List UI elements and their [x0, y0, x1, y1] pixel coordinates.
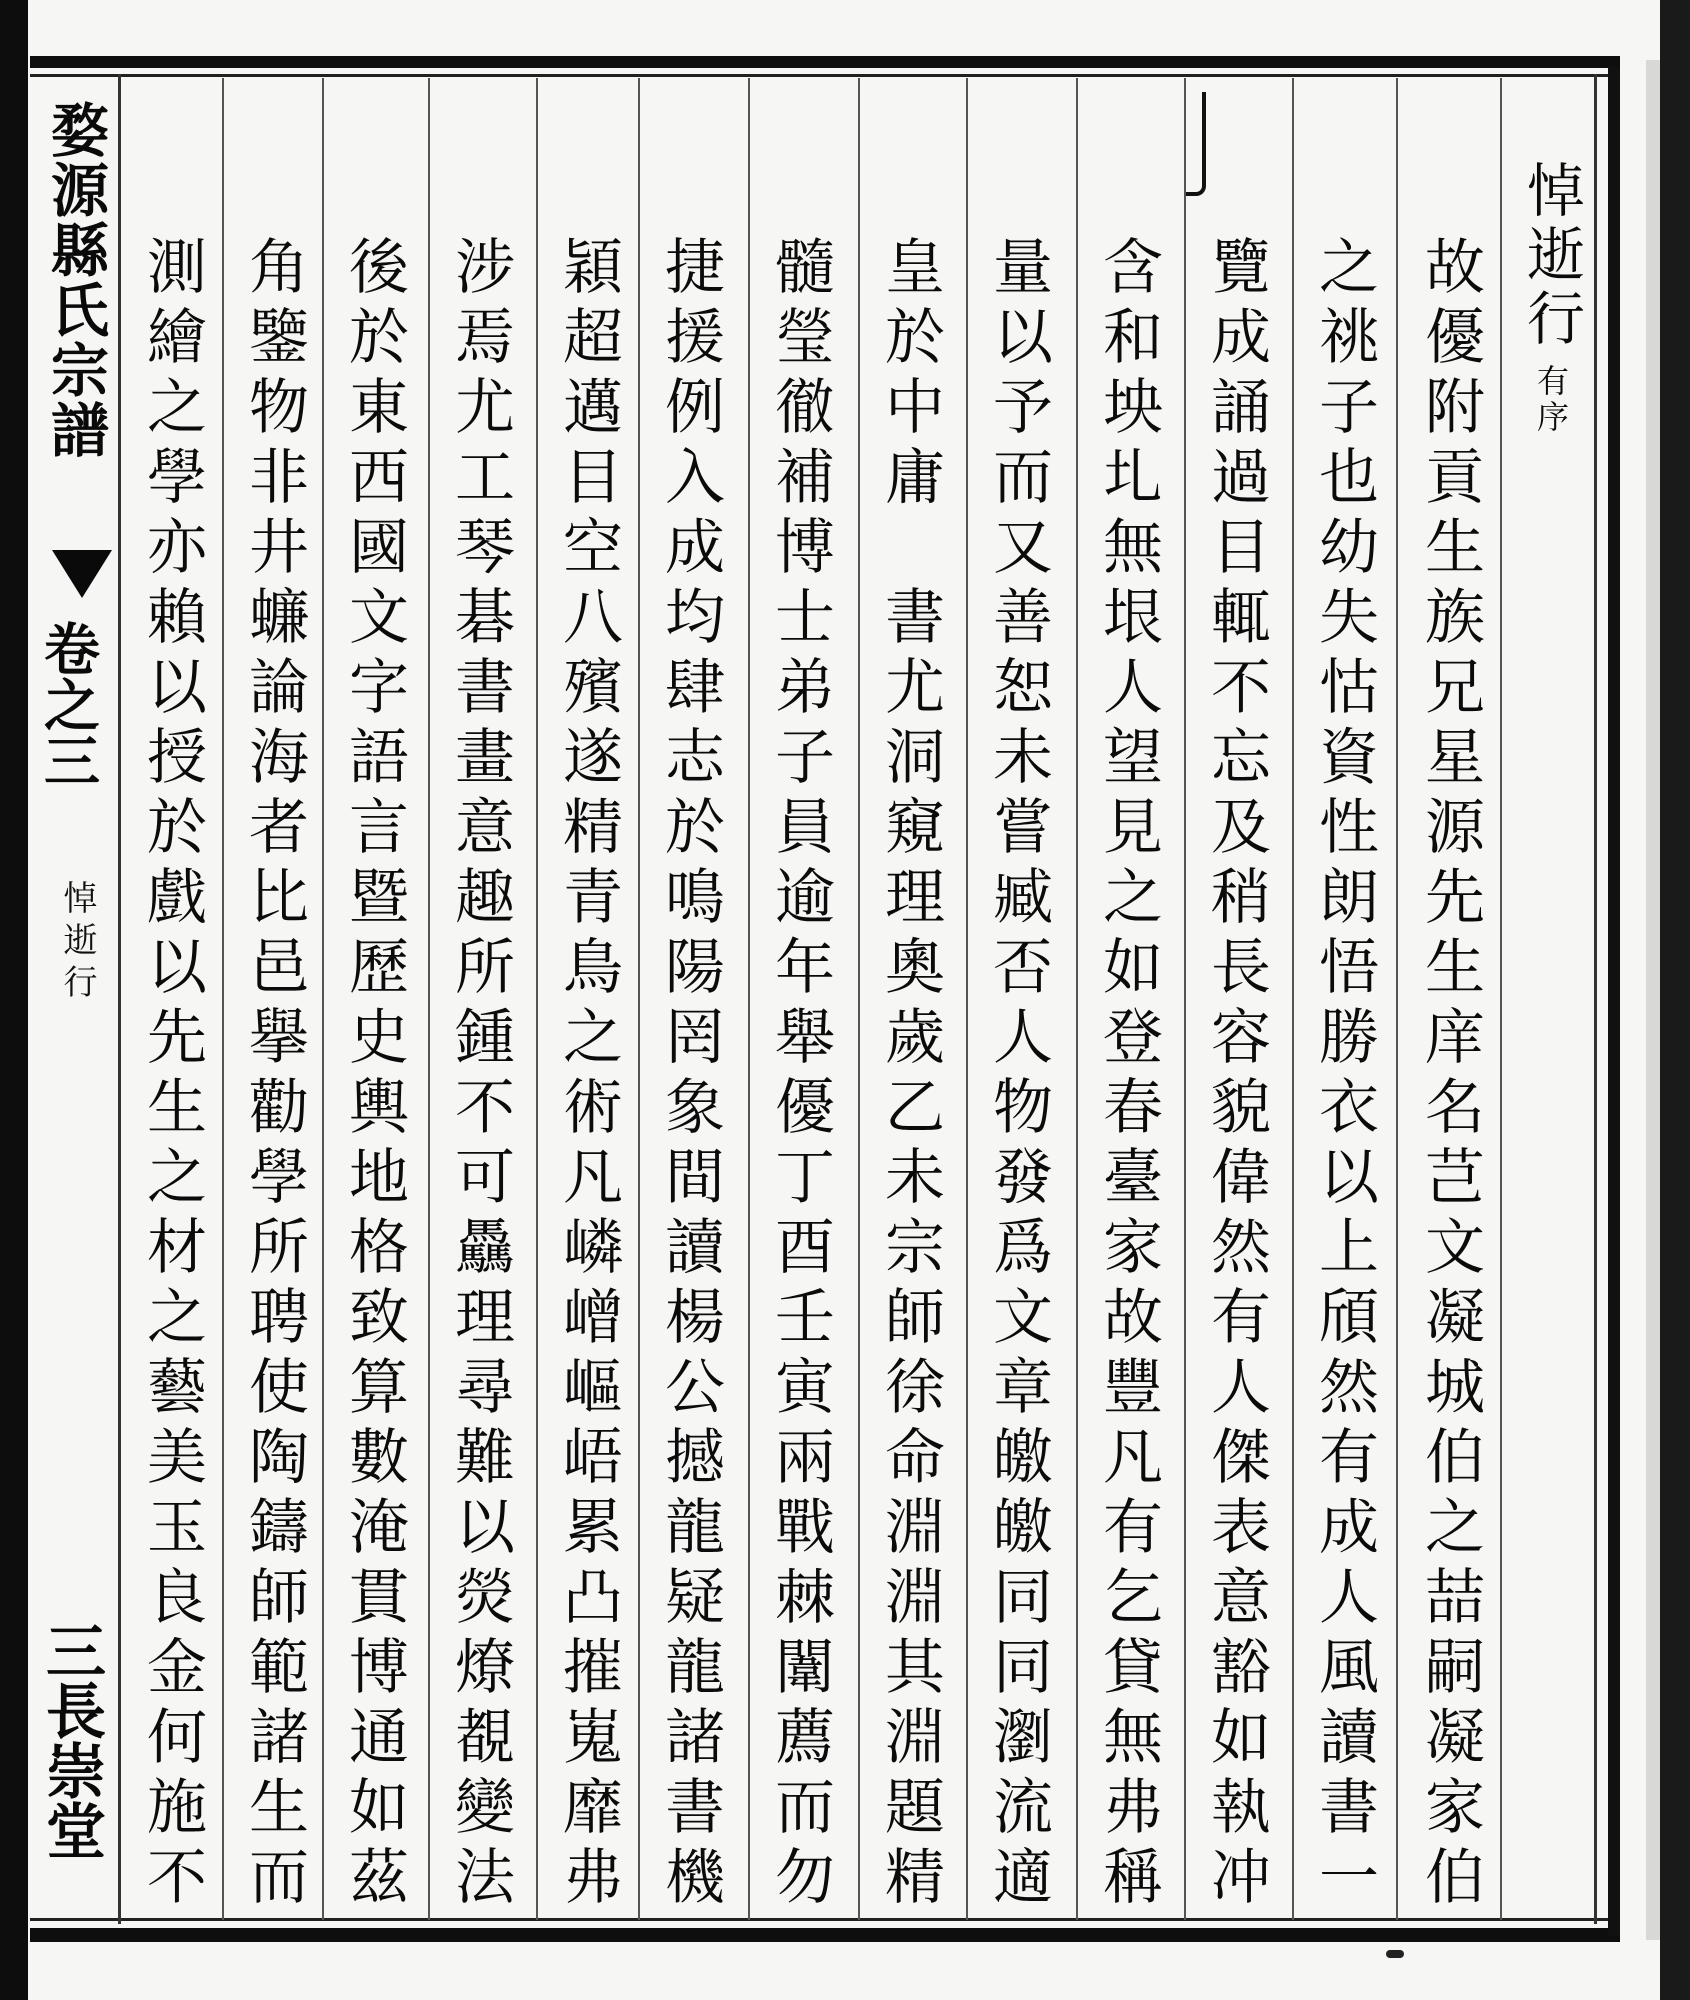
spine-volume: 卷之三 [35, 620, 101, 788]
text-column: 穎超邁目空八殯遂精青鳥之術凡嶙嶒嶇峿累凸摧嵬靡弗 [553, 235, 623, 1915]
text-column: 量以予而又善恕未嘗臧否人物發爲文章皦皦同同瀏流適 [983, 235, 1053, 1915]
text-column: 之祧子也幼失怙資性朗悟勝衣以上頎然有成人風讀書一 [1309, 235, 1379, 1915]
text-column: 皇於中庸 書尤洞窺理奧歲乙未宗師徐命淵淵其淵題精 [875, 235, 945, 1915]
section-title [1506, 160, 1596, 436]
text-column: 覽成誦過目輒不忘及稍長容貌偉然有人傑表意豁如執冲 [1201, 235, 1271, 1915]
text-column: 含和坱圠無垠人望見之如登春臺家故豐凡有乞貸無弗稱 [1093, 235, 1163, 1915]
frame-bottom-inner-border [30, 1918, 1620, 1921]
book-gutter [0, 0, 28, 2000]
editorial-bracket-mark [1186, 92, 1206, 196]
spine-book-title: 婺源縣氏宗譜 [41, 100, 109, 460]
text-column: 捷援例入成均肆志於鳴陽罔象間讀楊公撼龍疑龍諸書機 [655, 235, 725, 1915]
section-title-note: 有序 [1532, 364, 1570, 436]
section-title-text: 悼逝行 [1517, 160, 1585, 352]
spine-section-title: 悼逝行 [57, 880, 97, 1006]
text-column: 故優附貢生族兄星源先生庠名芑文凝城伯之喆嗣凝家伯 [1415, 235, 1485, 1915]
frame-top-border [30, 56, 1620, 68]
text-column: 髓瑩徹補博士弟子員逾年舉優丁酉壬寅兩戰棘闈薦而勿 [765, 235, 835, 1915]
frame-bottom-border [30, 1928, 1620, 1942]
page-edge [1660, 0, 1690, 2000]
frame-top-inner-border [30, 74, 1620, 77]
spine-divider [118, 74, 121, 1924]
column-rule [1396, 78, 1398, 1920]
text-column: 角鑒物非井蠊論海者比邑擧勸學所聘使陶鑄師範諸生而 [239, 235, 309, 1915]
frame-right-border [1608, 66, 1620, 1936]
text-column: 測繪之學亦賴以授於戲以先生之材之藝美玉良金何施不 [137, 235, 207, 1915]
text-column: 後於東西國文字語言暨歷史輿地格致算數淹貫博通如茲 [339, 235, 409, 1915]
fishtail-mark [52, 550, 112, 598]
spine-hall-name: 三長崇堂 [36, 1620, 106, 1860]
text-column: 涉焉尤工琴碁書畫意趣所鍾不可驫理尋難以熒燎覩變法 [445, 235, 515, 1915]
book-spine-banner [30, 80, 118, 1920]
column-rule [1500, 78, 1502, 1920]
page-edge-margin [1646, 60, 1660, 1940]
ink-smudge [1386, 1950, 1404, 1958]
